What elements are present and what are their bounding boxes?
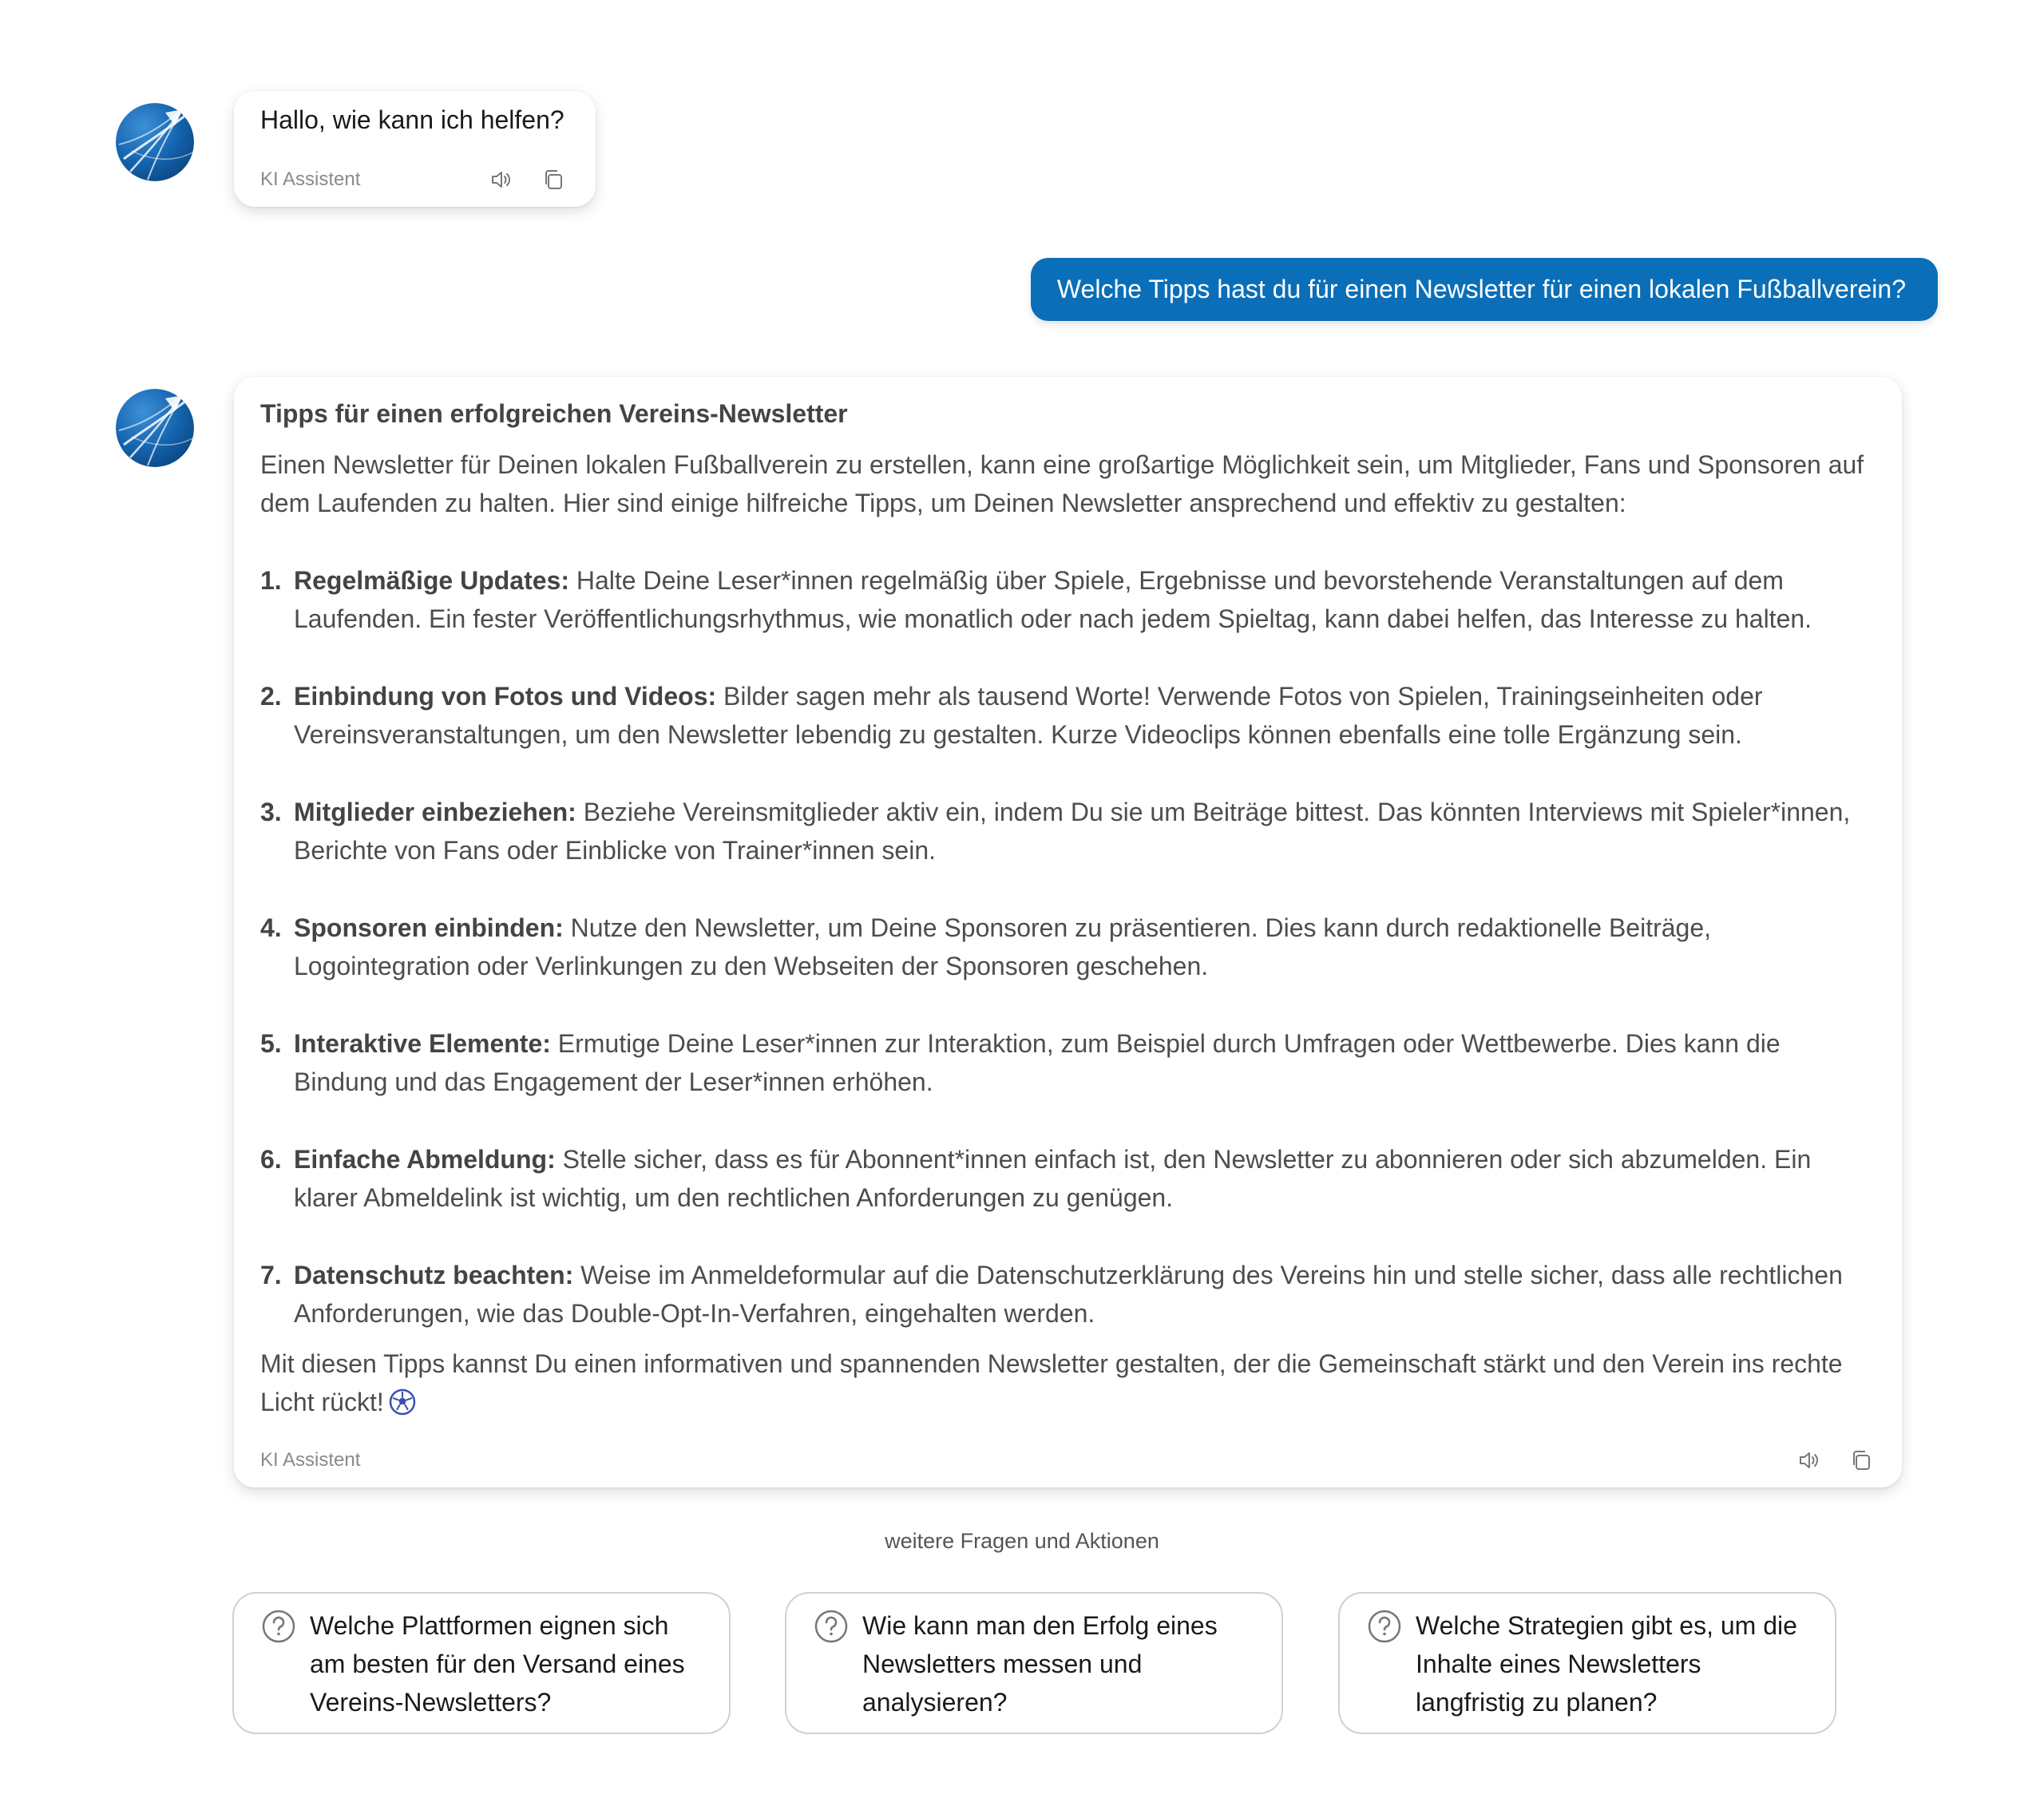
more-questions-heading: weitere Fragen und Aktionen bbox=[885, 1529, 1159, 1553]
tip-number: 4. bbox=[260, 913, 282, 942]
tip-title: Datenschutz beachten: bbox=[294, 1261, 574, 1289]
tip-number: 6. bbox=[260, 1145, 282, 1174]
tip-title: Mitglieder einbeziehen: bbox=[294, 798, 576, 826]
speaker-icon[interactable] bbox=[485, 164, 517, 196]
suggestion-button[interactable] bbox=[785, 1592, 1283, 1734]
question-circle-icon bbox=[814, 1609, 849, 1644]
speaker-icon[interactable] bbox=[1793, 1444, 1825, 1476]
tips-list bbox=[260, 561, 1878, 1333]
answer-outro-text: Mit diesen Tipps kannst Du einen informativen und spannenden Newsletter gestalten, der die Gemeinschaft stärkt und den Verein ins rechte Licht rückt! bbox=[260, 1349, 1843, 1416]
tip-item bbox=[260, 561, 1878, 638]
tip-title: Regelmäßige Updates: bbox=[294, 566, 569, 595]
answer-message bbox=[234, 377, 1902, 1487]
copy-icon[interactable] bbox=[1845, 1444, 1877, 1476]
tip-item bbox=[260, 909, 1878, 985]
tip-number: 7. bbox=[260, 1261, 282, 1289]
tip-number: 3. bbox=[260, 798, 282, 826]
user-message: Welche Tipps hast du für einen Newsletter für einen lokalen Fußballverein? bbox=[1031, 258, 1938, 321]
assistant-avatar bbox=[116, 389, 194, 467]
sender-label: KI Assistent bbox=[260, 168, 361, 190]
suggestion-text: Welche Strategien gibt es, um die Inhalte eines Newsletters langfristig zu planen? bbox=[1416, 1611, 1797, 1717]
greeting-text: Hallo, wie kann ich helfen? bbox=[260, 105, 564, 134]
tip-item bbox=[260, 793, 1878, 869]
tip-number: 2. bbox=[260, 682, 282, 711]
greeting-message bbox=[234, 91, 596, 207]
suggestion-text: Welche Plattformen eignen sich am besten für den Versand eines Vereins-Newsletters? bbox=[310, 1611, 685, 1717]
answer-title: Tipps für einen erfolgreichen Vereins-Newsletter bbox=[260, 399, 848, 428]
answer-content bbox=[260, 394, 1878, 1426]
question-circle-icon bbox=[1367, 1609, 1402, 1644]
tip-text: Bilder sagen mehr als tausend Worte! Verwende Fotos von Spielen, Trainingseinheiten oder Vereinsveranstaltungen, um den Newsletter lebendig zu gestalten. Kurze Videoclips können ebenfalls eine tolle Ergänzung sein. bbox=[294, 682, 1763, 749]
tip-item bbox=[260, 677, 1878, 754]
copy-icon[interactable] bbox=[537, 164, 569, 196]
tip-text: Weise im Anmeldeformular auf die Datenschutzerklärung des Vereins hin und stelle sicher, dass alle rechtlichen Anforderungen, wie das Double-Opt-In-Verfahren, eingehalten werden. bbox=[294, 1261, 1843, 1328]
tip-item bbox=[260, 1256, 1878, 1333]
tip-number: 5. bbox=[260, 1029, 282, 1058]
question-circle-icon bbox=[261, 1609, 296, 1644]
sender-label: KI Assistent bbox=[260, 1449, 361, 1471]
tip-text: Ermutige Deine Leser*innen zur Interaktion, zum Beispiel durch Umfragen oder Wettbewerbe. Dies kann die Bindung und das Engagement der Leser*innen erhöhen. bbox=[294, 1029, 1781, 1096]
tip-number: 1. bbox=[260, 566, 282, 595]
tip-text: Stelle sicher, dass es für Abonnent*innen einfach ist, den Newsletter zu abonnieren oder sich abzumelden. Ein klarer Abmeldelink ist wichtig, um den rechtlichen Anforderungen zu genügen. bbox=[294, 1145, 1812, 1212]
suggestion-button[interactable] bbox=[1338, 1592, 1836, 1734]
tip-text: Halte Deine Leser*innen regelmäßig über Spiele, Ergebnisse und bevorstehende Veranstaltungen auf dem Laufenden. Ein fester Veröffentlichungsrhythmus, wie monatlich oder nach jedem Spieltag, kann dabei helfen, das Interesse zu halten. bbox=[294, 566, 1812, 633]
assistant-avatar bbox=[116, 103, 194, 181]
answer-outro bbox=[260, 1345, 1878, 1426]
answer-intro: Einen Newsletter für Deinen lokalen Fußballverein zu erstellen, kann eine großartige Möglichkeit sein, um Mitglieder, Fans und Sponsoren auf dem Laufenden zu halten. Hier sind einige hilfreiche Tipps, um Deinen Newsletter ansprechend und effektiv zu gestalten: bbox=[260, 450, 1864, 517]
tip-item bbox=[260, 1024, 1878, 1101]
suggestion-text: Wie kann man den Erfolg eines Newsletters messen und analysieren? bbox=[862, 1611, 1218, 1717]
tip-title: Sponsoren einbinden: bbox=[294, 913, 564, 942]
message-footer bbox=[234, 159, 596, 207]
tip-item bbox=[260, 1140, 1878, 1217]
tip-text: Beziehe Vereinsmitglieder aktiv ein, indem Du sie um Beiträge bittest. Das könnten Interviews mit Spieler*innen, Berichte von Fans oder Einblicke von Trainer*innen sein. bbox=[294, 798, 1851, 865]
suggestion-button[interactable] bbox=[232, 1592, 731, 1734]
tip-title: Einbindung von Fotos und Videos: bbox=[294, 682, 717, 711]
tip-title: Interaktive Elemente: bbox=[294, 1029, 551, 1058]
message-footer bbox=[234, 1440, 1902, 1487]
tip-title: Einfache Abmeldung: bbox=[294, 1145, 556, 1174]
tip-text: Nutze den Newsletter, um Deine Sponsoren zu präsentieren. Dies kann durch redaktionelle Beiträge, Logointegration oder Verlinkungen zu den Webseiten der Sponsoren geschehen. bbox=[294, 913, 1712, 980]
soccer-ball-icon bbox=[389, 1388, 416, 1426]
